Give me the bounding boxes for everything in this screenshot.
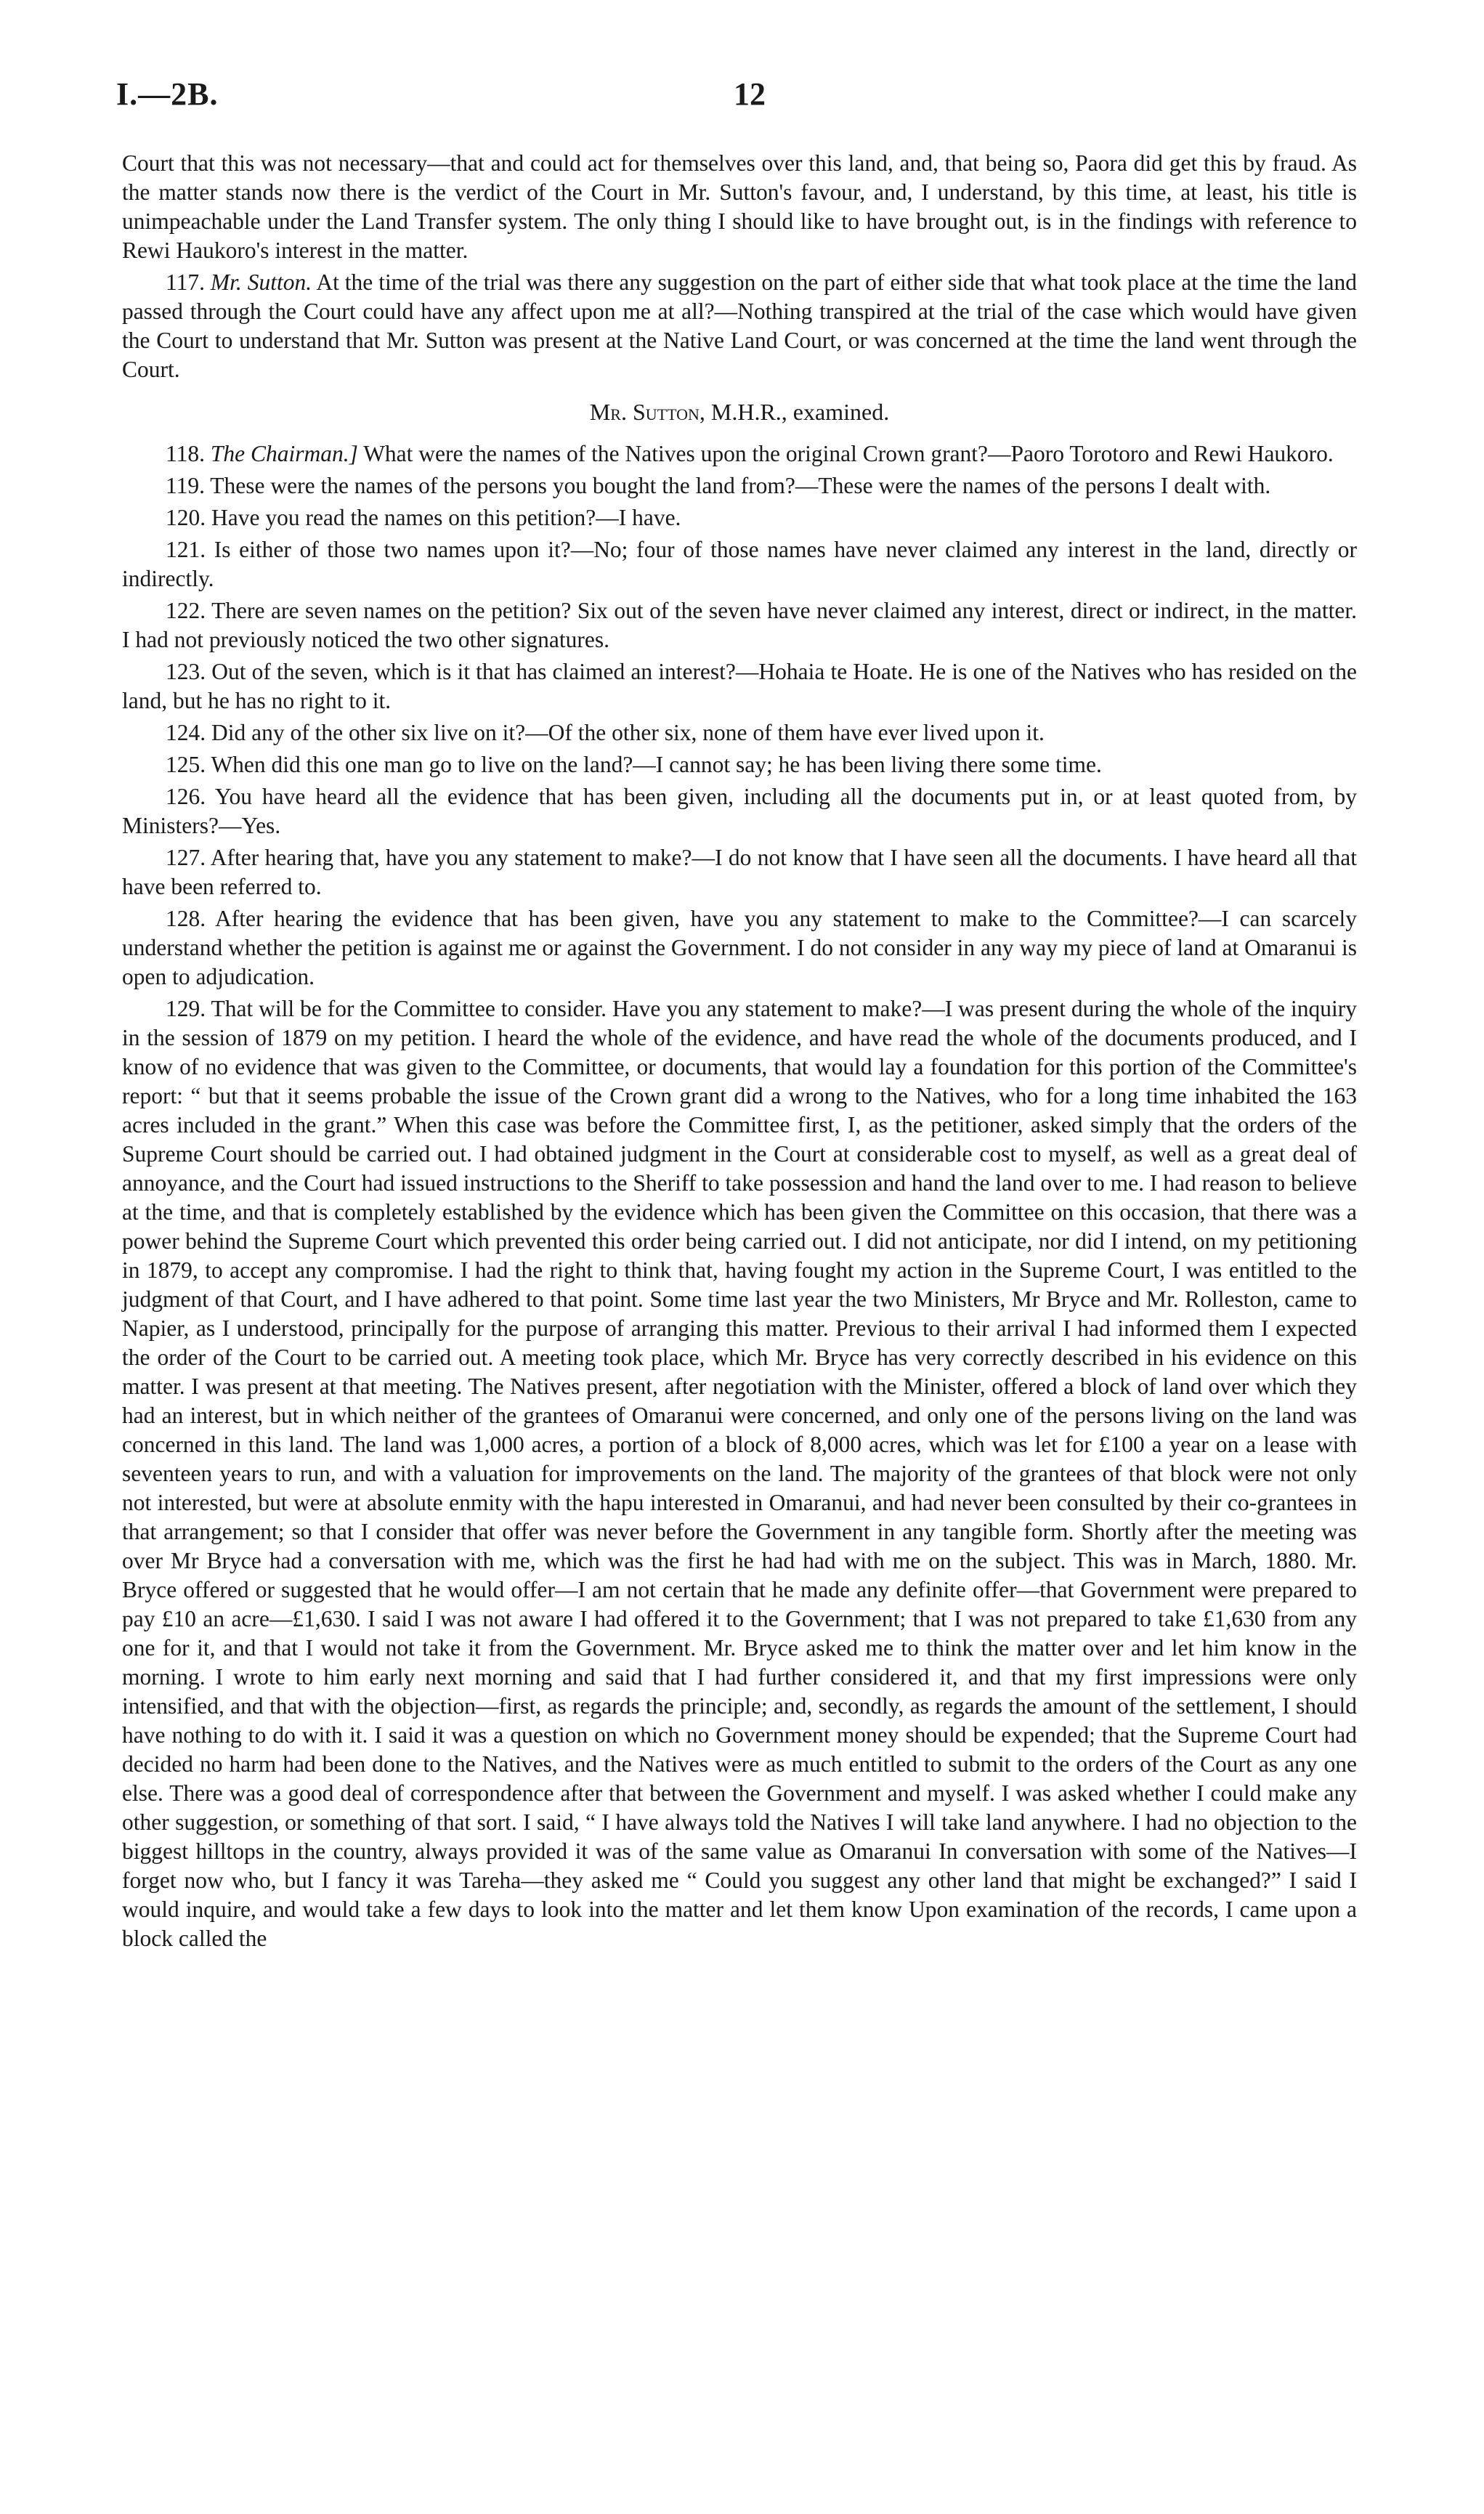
document-reference: I.—2B. <box>116 76 219 112</box>
qa-paragraph <box>122 503 1357 532</box>
qa-paragraph <box>122 535 1357 593</box>
question-number: 121. <box>166 537 206 562</box>
qa-text: That will be for the Committee to consider. Have you any statement to make?—I was present during the whole of the inquiry in the session of 1879 on my petition. I heard the whole of the evidence, and have read the whole of the documents produced, and I know of no evidence that was given to the Committee, or documents, that would lay a foundation for this portion of the Committee's report: “ but that it seems probable the issue of the Crown grant did a wrong to the Natives, who for a long time inhabited the 163 acres included in the grant.” When this case was before the Committee first, I, as the petitioner, asked simply that the orders of the Supreme Court should be carried out. I had obtained judgment in the Court at considerable cost to myself, as well as a great deal of annoyance, and the Court had issued instructions to the Sheriff to take possession and hand the land over to me. I had reason to believe at the time, and that is completely established by the evidence which has been given the Committee on this occasion, that there was a power behind the Supreme Court which prevented this order being carried out. I did not anticipate, nor did I intend, on my petitioning in 1879, to accept any compromise. I had the right to think that, having fought my action in the Supreme Court, I was entitled to the judgment of that Court, and I have adhered to that point. Some time last year the two Ministers, Mr Bryce and Mr. Rolleston, came to Napier, as I understood, principally for the purpose of arranging this matter. Previous to their arrival I had informed them I expected the order of the Court to be carried out. A meeting took place, which Mr. Bryce has very correctly described in his evidence on this matter. I was present at that meeting. The Natives present, after negotiation with the Minister, offered a block of land over which they had an interest, but in which neither of the grantees of Omaranui were concerned, and only one of the persons living on the land was concerned in this land. The land was 1,000 acres, a portion of a block of 8,000 acres, which was let for £100 a year on a lease with seventeen years to run, and with a valuation for improvements on the land. The majority of the grantees of that block were not only not interested, but were at absolute enmity with the hapu interested in Omaranui, and had never been consulted by their co-grantees in that arrangement; so that I consider that offer was never before the Government in any tangible form. Shortly after the meeting was over Mr Bryce had a conversation with me, which was the first he had had with me on the subject. This was in March, 1880. Mr. Bryce offered or suggested that he would offer—I am not certain that he made any definite offer—that Government were prepared to pay £10 an acre—£1,630. I said I was not aware I had offered it to the Government; that I was not prepared to take £1,630 from any one for it, and that I would not take it from the Government. Mr. Bryce asked me to think the matter over and let him know in the morning. I wrote to him early next morning and said that I had further considered it, and that my first impressions were only intensified, and that with the objection—first, as regards the principle; and, secondly, as regards the amount of the settlement, I should have nothing to do with it. I said it was a question on which no Government money should be expended; that the Supreme Court had decided no harm had been done to the Natives, and the Natives were as much entitled to submit to the orders of the Court as any one else. There was a good deal of correspondence after that between the Government and myself. I was asked whether I could make any other suggestion, or something of that sort. I said, “ I have always told the Natives I will take land anywhere. I had no objection to the biggest hilltops in the country, always provided it was of the same value as Omaranui In conversation with some of the Natives—I forget now who, but I fancy it was Tareha—they asked me “ Could you suggest any other land that might be exchanged?” I said I would inquire, and would take a few days to look into the matter and let them know Upon examination of the records, I came upon a block called the <box>122 996 1358 1951</box>
question-number: 128. <box>166 906 206 931</box>
witness-heading <box>122 397 1357 426</box>
witness-heading-suffix: , M.H.R., examined. <box>699 399 890 425</box>
qa-paragraph <box>122 471 1357 500</box>
document-body <box>122 149 1357 1956</box>
qa-text: When did this one man go to live on the land?—I cannot say; he has been living there some time. <box>211 752 1102 777</box>
page-number: 12 <box>734 76 766 112</box>
qa-paragraph <box>122 994 1357 1953</box>
paragraph-text: Court that this was not necessary—that and could act for themselves over this land, and, that being so, Paora did get this by fraud. As the matter stands now there is the verdict of the Court in Mr. Sutton's favour, and, I understand, by this time, at least, his title is unimpeachable under the Land Transfer system. The only thing I should like to have brought out, is in the findings with reference to Rewi Haukoro's interest in the matter. <box>122 150 1357 263</box>
qa-text: What were the names of the Natives upon the original Crown grant?—Paoro Torotoro and Rewi Haukoro. <box>363 441 1334 466</box>
question-number: 129. <box>166 996 206 1021</box>
qa-text: You have heard all the evidence that has been given, including all the documents put in, or at least quoted from, by Ministers?—Yes. <box>122 784 1357 838</box>
qa-text: There are seven names on the petition? Six out of the seven have never claimed any interest, direct or indirect, in the matter. I had not previously noticed the two other signatures. <box>122 598 1357 652</box>
qa-text: After hearing that, have you any statement to make?—I do not know that I have seen all the documents. I have heard all that have been referred to. <box>122 845 1358 899</box>
qa-text: These were the names of the persons you bought the land from?—These were the names of the persons I dealt with. <box>210 473 1271 498</box>
question-number: 117. <box>166 269 205 295</box>
speaker-label: Mr. Sutton. <box>210 269 312 295</box>
witness-name: Mr. Sutton <box>589 399 700 425</box>
qa-paragraph <box>122 904 1357 992</box>
paragraph-117 <box>122 268 1357 384</box>
qa-text: After hearing the evidence that has been given, have you any statement to make to the Committee?—I can scarcely understand whether the petition is against me or against the Government. I do not consider in any way my piece of land at Omaranui is open to adjudication. <box>122 906 1357 989</box>
question-number: 125. <box>166 752 206 777</box>
question-number: 120. <box>166 505 206 530</box>
question-number: 127. <box>166 845 206 870</box>
qa-paragraph <box>122 718 1357 747</box>
qa-text: Have you read the names on this petition?—I have. <box>211 505 681 530</box>
question-number: 126. <box>166 784 206 809</box>
paragraph-continuation <box>122 149 1357 265</box>
question-number: 124. <box>166 720 206 745</box>
qa-paragraph <box>122 782 1357 840</box>
paragraph-text: At the time of the trial was there any suggestion on the part of either side that what took place at the time the land passed through the Court could have any affect upon me at all?—Nothing transpired at the trial of the case which would have given the Court to understand that Mr. Sutton was present at the Native Land Court, or was concerned at the time the land went through the Court. <box>122 269 1358 382</box>
speaker-label: The Chairman.] <box>210 441 358 466</box>
qa-paragraph <box>122 657 1357 715</box>
question-number: 118. <box>166 441 205 466</box>
question-number: 119. <box>166 473 205 498</box>
page-header <box>109 76 1351 119</box>
qa-paragraph <box>122 596 1357 654</box>
qa-paragraph <box>122 843 1357 901</box>
qa-text: Is either of those two names upon it?—No; four of those names have never claimed any interest in the land, directly or indirectly. <box>122 537 1357 591</box>
qa-text: Out of the seven, which is it that has claimed an interest?—Hohaia te Hoate. He is one of the Natives who has resided on the land, but he has no right to it. <box>122 659 1357 713</box>
qa-paragraph <box>122 750 1357 779</box>
qa-text: Did any of the other six live on it?—Of the other six, none of them have ever lived upon it. <box>211 720 1045 745</box>
question-number: 123. <box>166 659 206 684</box>
qa-paragraph <box>122 439 1357 469</box>
question-number: 122. <box>166 598 206 623</box>
